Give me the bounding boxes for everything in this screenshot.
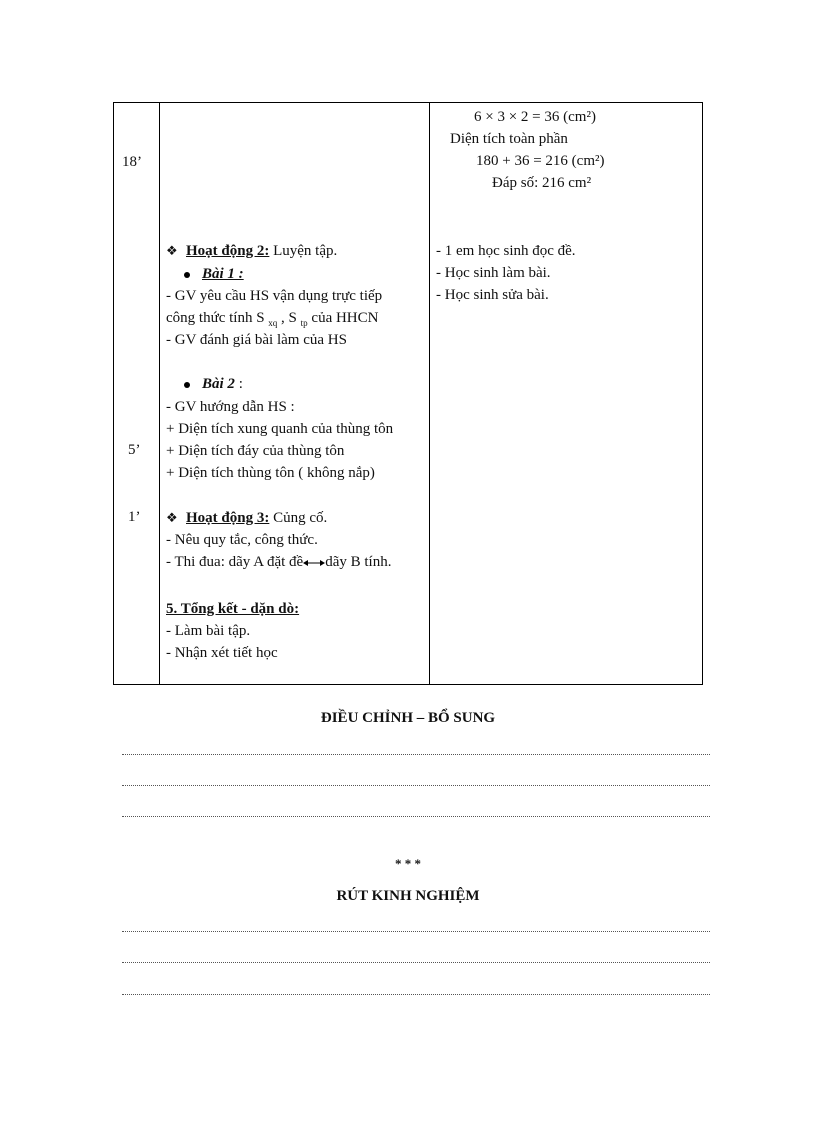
activity-2-line-6: + Diện tích đáy của thùng tôn — [166, 443, 345, 459]
summary-line-2: - Nhận xét tiết học — [166, 645, 278, 661]
student-action-2: - Học sinh làm bài. — [436, 265, 551, 281]
diamond-bullet-icon: ❖ — [166, 243, 178, 258]
activity-2-line-3: - GV đánh giá bài làm của HS — [166, 332, 347, 348]
column-divider-time — [159, 103, 160, 684]
dotted-line — [122, 783, 710, 786]
activity-2-line-2: công thức tính S $_{xq}$ , S $_{tp}$ của HHCN — [166, 310, 379, 328]
time-5: 5’ — [128, 442, 141, 458]
activity-3-line-2: - Thi đua: dãy A đặt đề dãy B tính. — [166, 554, 392, 570]
dotted-line — [122, 992, 710, 995]
student-action-3: - Học sinh sửa bài. — [436, 287, 549, 303]
dot-bullet-icon — [184, 382, 190, 388]
activity-3-heading: ❖ Hoạt động 3: Củng cố. — [166, 510, 328, 526]
calc-line-1: 6 × 3 × 2 = 36 (cm²) — [474, 109, 596, 125]
dotted-line — [122, 929, 710, 932]
activity-2-line-1: - GV yêu cầu HS vận dụng trực tiếp — [166, 288, 383, 304]
adjustment-heading: ĐIỀU CHỈNH – BỔ SUNG — [320, 710, 496, 726]
calc-line-2: Diện tích toàn phần — [450, 131, 568, 147]
summary-line-1: - Làm bài tập. — [166, 623, 251, 639]
dot-bullet-icon — [184, 272, 190, 278]
dotted-line — [122, 960, 710, 963]
activity-2-line-5: + Diện tích xung quanh của thùng tôn — [166, 421, 394, 437]
lesson-table — [113, 102, 703, 685]
dotted-line — [122, 752, 710, 755]
student-action-1: - 1 em học sinh đọc đề. — [436, 243, 576, 259]
exercise-2-heading: Bài 2 : — [184, 375, 243, 393]
time-18: 18’ — [122, 154, 142, 170]
column-divider-student — [429, 103, 430, 684]
exercise-1-heading: Bài 1 : — [184, 265, 244, 283]
diamond-bullet-icon: ❖ — [166, 510, 178, 525]
activity-2-line-4: - GV hướng dẫn HS : — [166, 399, 295, 415]
answer-line: Đáp số: 216 cm² — [492, 175, 592, 191]
experience-heading: RÚT KINH NGHIỆM — [336, 888, 480, 904]
double-arrow-icon — [303, 559, 325, 567]
calc-line-3: 180 + 36 = 216 (cm²) — [476, 153, 605, 169]
activity-2-line-7: + Diện tích thùng tôn ( không nắp) — [166, 465, 375, 481]
dotted-line — [122, 814, 710, 817]
activity-3-line-1: - Nêu quy tắc, công thức. — [166, 532, 318, 548]
activity-2-heading: ❖ Hoạt động 2: Luyện tập. — [166, 243, 338, 259]
section-separator: * * * — [395, 856, 421, 871]
summary-heading: 5. Tổng kết - dặn dò: — [166, 601, 300, 617]
time-1: 1’ — [128, 509, 141, 525]
